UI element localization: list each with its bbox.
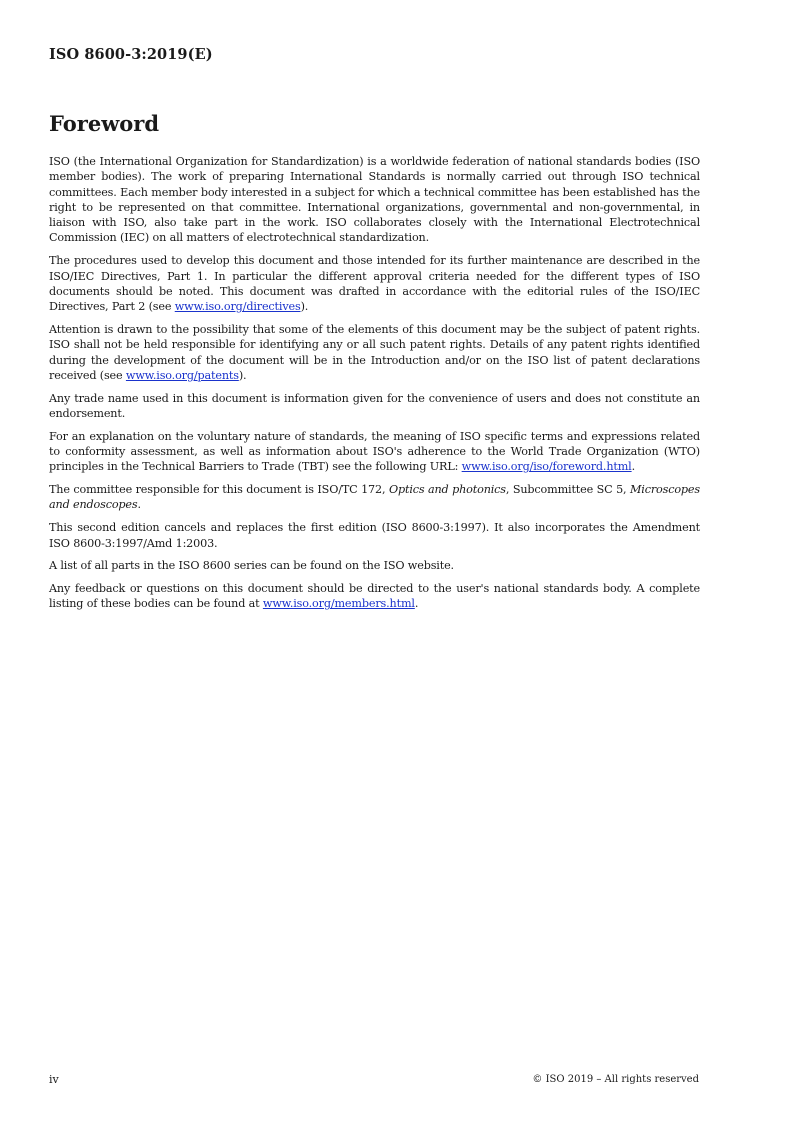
paragraph-text: .: [631, 460, 636, 474]
paragraph-text: ).: [238, 368, 247, 382]
foreword-body: [49, 154, 700, 619]
paragraph-text: Any feedback or questions on this document should be directed to the user's national standards body. A complete listing of these bodies can be found at: [49, 582, 700, 611]
paragraph-text: ).: [300, 300, 309, 314]
directives-link[interactable]: www.iso.org/directives: [174, 300, 301, 314]
foreword-link[interactable]: www.iso.org/iso/foreword.html: [461, 460, 632, 474]
paragraph-text: Attention is drawn to the possibility that some of the elements of this document may be the subject of patent rights. ISO shall not be held responsible for identifying any or all such patent rights. Details of any patent rights identified during the development of the document will be in the Introduction and/or on the ISO list of patent declarations received (see: [49, 322, 700, 382]
page-title: Foreword: [49, 111, 160, 136]
paragraph-text: The procedures used to develop this document and those intended for its further maintenance are described in the ISO/IEC Directives, Part 1. In particular the different approval criteria needed for the different types of ISO documents should be noted. This document was drafted in accordance with the editorial rules of the ISO/IEC Directives, Part 2 (see: [49, 254, 700, 314]
paragraph-iso-intro: ISO (the International Organization for Standardization) is a worldwide federation of national standards bodies (ISO member bodies). The work of preparing International Standards is normally carried out through ISO technical committees. Each member body interested in a subject for which a technical committee has been established has the right to be represented on that committee. International organizations, governmental and non-governmental, in liaison with ISO, also take part in the work. ISO collaborates closely with the International Electrotechnical Commission (IEC) on all matters of electrotechnical standardization.: [49, 155, 700, 245]
paragraph-procedures: [49, 253, 700, 314]
paragraph-committee: [49, 482, 700, 513]
paragraph-feedback: [49, 581, 700, 612]
paragraph-trade-name: Any trade name used in this document is information given for the convenience of users and does not constitute an endorsement.: [49, 391, 700, 420]
document-code-header: ISO 8600-3:2019(E): [49, 46, 213, 63]
paragraph-patents: [49, 322, 700, 383]
members-link[interactable]: www.iso.org/members.html: [262, 597, 415, 611]
paragraph-edition: This second edition cancels and replaces the first edition (ISO 8600-3:1997). It also incorporates the Amendment ISO 8600-3:1997/Amd 1:2003.: [49, 521, 700, 550]
page-number: iv: [49, 1073, 59, 1086]
paragraph-voluntary-nature: [49, 429, 700, 475]
committee-name: Optics and photonics: [388, 483, 506, 497]
subcommittee-name: Microscopes and endoscopes: [49, 483, 700, 512]
paragraph-text: , Subcommittee SC 5,: [505, 483, 630, 497]
patents-link[interactable]: www.iso.org/patents: [125, 368, 239, 382]
paragraph-text: .: [414, 597, 419, 611]
copyright-notice: © ISO 2019 – All rights reserved: [532, 1074, 699, 1085]
paragraph-text: The committee responsible for this document is ISO/TC 172,: [49, 483, 389, 497]
paragraph-text: .: [137, 498, 141, 512]
paragraph-text: For an explanation on the voluntary nature of standards, the meaning of ISO specific terms and expressions related to conformity assessment, as well as information about ISO's adherence to the World Trade Organization (WTO) principles in the Technical Barriers to Trade (TBT) see the following URL:: [49, 429, 700, 474]
paragraph-series-list: A list of all parts in the ISO 8600 series can be found on the ISO website.: [49, 559, 454, 573]
